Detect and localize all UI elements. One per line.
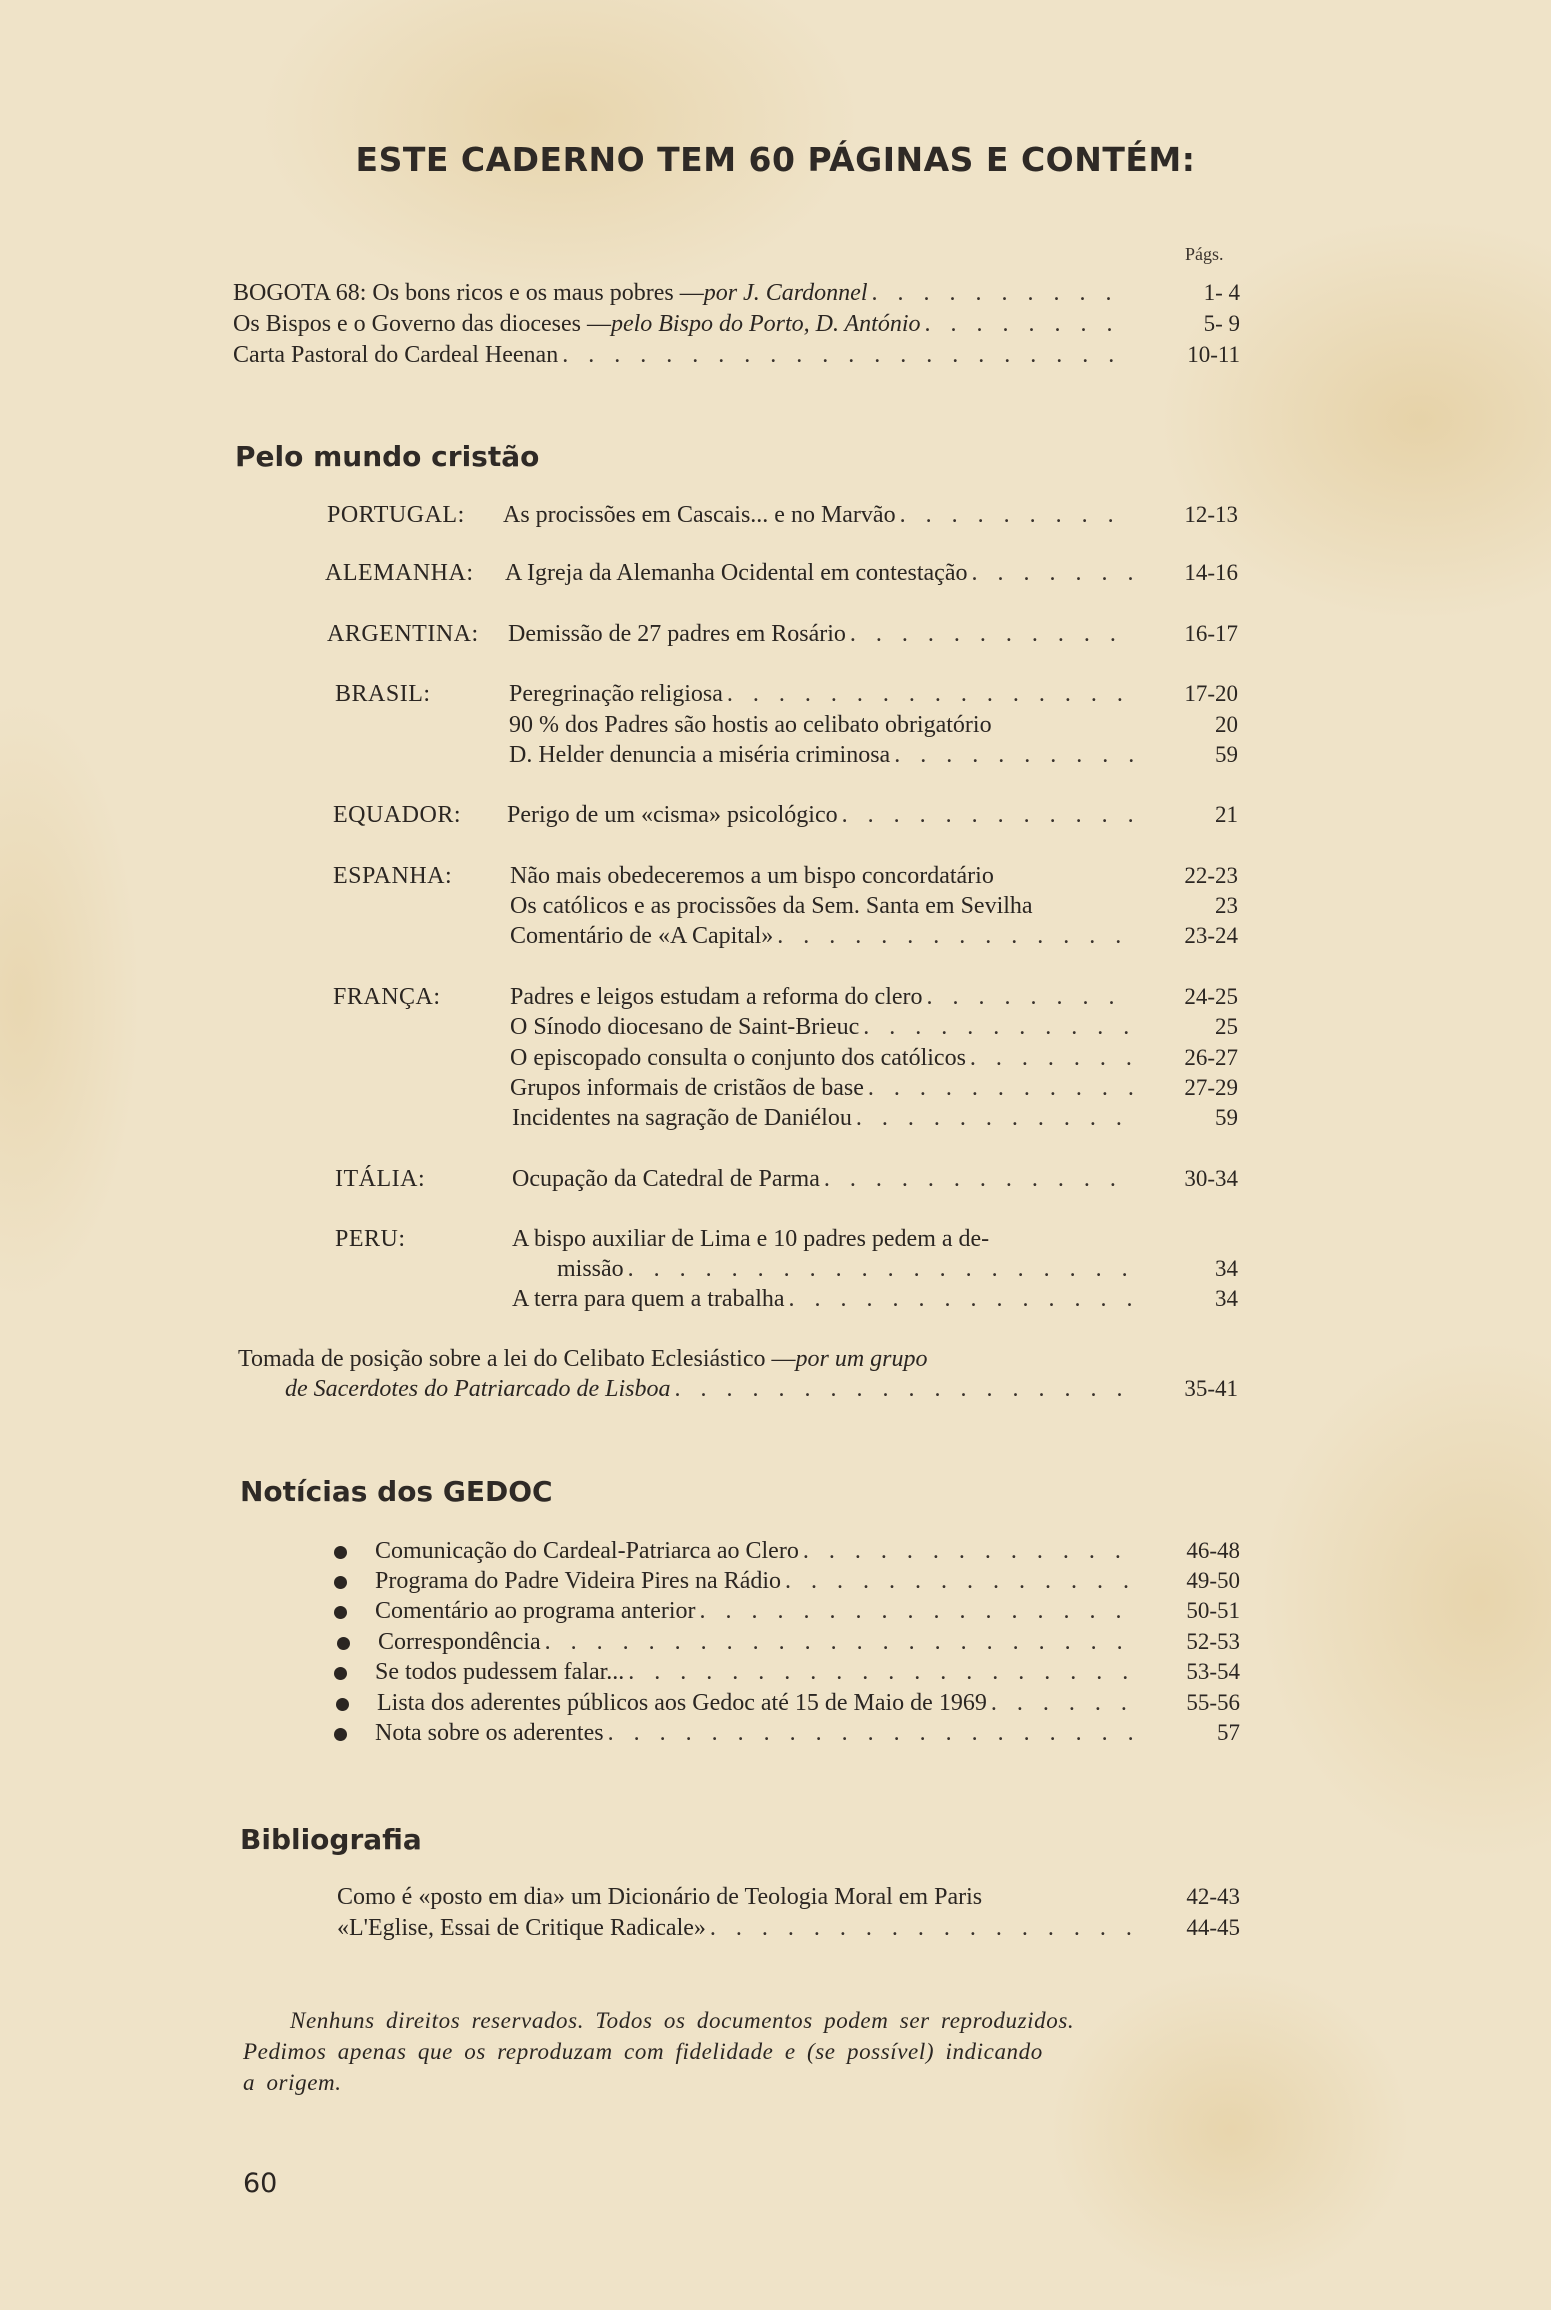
toc-entry[interactable] <box>375 1718 1135 1748</box>
toc-entry-pages: 12-13 <box>1184 502 1238 527</box>
toc-entry-tomada-line1[interactable] <box>238 1344 1133 1374</box>
toc-entry-pages: 50-51 <box>1186 1598 1240 1623</box>
toc-entry-text: Não mais obedeceremos a um bispo concordatário <box>510 863 994 889</box>
toc-entry-bogota[interactable] <box>233 278 1131 308</box>
toc-entry-text: de Sacerdotes do Patriarcado de Lisboa <box>285 1376 671 1402</box>
toc-entry-text: A Igreja da Alemanha Ocidental em contestação <box>505 560 968 586</box>
toc-entry-pages: 34 <box>1215 1256 1238 1281</box>
toc-entry-text: Padres e leigos estudam a reforma do clero <box>510 984 923 1010</box>
toc-entry-text: Grupos informais de cristãos de base <box>510 1075 864 1101</box>
pages-column-label: Págs. <box>1185 244 1224 264</box>
toc-entry-text: Nota sobre os aderentes <box>375 1720 604 1746</box>
toc-entry[interactable] <box>377 1688 1135 1718</box>
country-label-portugal: PORTUGAL: <box>327 502 465 528</box>
toc-entry-pages: 23-24 <box>1184 923 1238 948</box>
toc-entry-text: Demissão de 27 padres em Rosário <box>508 621 846 647</box>
toc-entry-tomada-line2[interactable] <box>285 1374 1133 1404</box>
country-label-franca: FRANÇA: <box>333 984 441 1010</box>
toc-entry[interactable] <box>375 1657 1135 1687</box>
toc-entry-text: D. Helder denuncia a miséria criminosa <box>509 742 891 768</box>
toc-entry-text: A terra para quem a trabalha <box>512 1286 785 1312</box>
country-label-italia: ITÁLIA: <box>335 1166 426 1192</box>
toc-entry[interactable] <box>512 1103 1133 1133</box>
toc-entry-author: pelo Bispo do Porto, D. António <box>610 311 921 337</box>
toc-entry-pages: 14-16 <box>1184 560 1238 585</box>
toc-entry-pages: 23 <box>1215 893 1238 918</box>
toc-entry[interactable] <box>375 1566 1135 1596</box>
toc-entry-text: Comentário ao programa anterior <box>375 1598 696 1624</box>
toc-entry-text: Os católicos e as procissões da Sem. Santa em Sevilha <box>510 893 1033 919</box>
country-label-argentina: ARGENTINA: <box>327 621 479 647</box>
toc-entry-text: Correspondência <box>378 1629 541 1655</box>
bullet-icon <box>334 1728 347 1741</box>
toc-entry[interactable] <box>512 1164 1133 1194</box>
toc-entry-pages: 57 <box>1217 1720 1240 1745</box>
toc-entry[interactable] <box>510 921 1133 951</box>
toc-entry-pages: 1- 4 <box>1203 280 1240 305</box>
toc-entry[interactable] <box>505 558 1133 588</box>
bullet-icon <box>334 1667 347 1680</box>
toc-entry-text: Os Bispos e o Governo das dioceses — <box>233 311 611 337</box>
toc-entry[interactable] <box>509 679 1133 709</box>
bullet-icon <box>334 1606 347 1619</box>
notice-line: Pedimos apenas que os reproduzam com fidelidade e (se possível) indicando <box>243 2039 1043 2064</box>
bullet-icon <box>334 1576 347 1589</box>
toc-entry[interactable] <box>510 1043 1133 1073</box>
toc-entry-text: Peregrinação religiosa <box>509 681 723 707</box>
toc-entry-pages: 59 <box>1215 1105 1238 1130</box>
toc-entry-pages: 27-29 <box>1184 1075 1238 1100</box>
toc-entry[interactable] <box>509 740 1133 770</box>
toc-entry-pages: 49-50 <box>1186 1568 1240 1593</box>
toc-entry-pages: 35-41 <box>1184 1376 1238 1401</box>
toc-entry[interactable] <box>507 800 1133 830</box>
toc-entry-pages: 21 <box>1215 802 1238 827</box>
bullet-icon <box>334 1546 347 1559</box>
toc-entry-text: O Sínodo diocesano de Saint-Brieuc <box>510 1014 860 1040</box>
toc-entry-author: por um grupo <box>795 1346 928 1372</box>
page-heading: ESTE CADERNO TEM 60 PÁGINAS E CONTÉM: <box>355 140 1196 179</box>
toc-entry-text: Se todos pudessem falar... <box>375 1659 625 1685</box>
country-label-brasil: BRASIL: <box>335 681 431 707</box>
section-title-bibliografia: Bibliografia <box>240 1823 422 1856</box>
toc-entry[interactable] <box>508 619 1133 649</box>
toc-entry-author: por J. Cardonnel <box>703 280 868 306</box>
country-label-peru: PERU: <box>335 1226 406 1252</box>
toc-entry-text: Carta Pastoral do Cardeal Heenan <box>233 342 559 368</box>
toc-entry-text: Perigo de um «cisma» psicológico <box>507 802 838 828</box>
toc-entry-carta[interactable] <box>233 340 1131 370</box>
toc-entry-pages: 24-25 <box>1184 984 1238 1009</box>
toc-entry[interactable] <box>510 891 1133 921</box>
toc-entry[interactable] <box>337 1913 1133 1943</box>
toc-entry-text: Incidentes na sagração de Daniélou <box>512 1105 852 1131</box>
toc-entry-pages: 55-56 <box>1186 1690 1240 1715</box>
toc-entry[interactable] <box>510 982 1133 1012</box>
toc-entry-text: Programa do Padre Videira Pires na Rádio <box>375 1568 782 1594</box>
toc-entry-pages: 30-34 <box>1184 1166 1238 1191</box>
toc-entry[interactable] <box>512 1284 1133 1314</box>
toc-entry-text: Ocupação da Catedral de Parma <box>512 1166 820 1192</box>
toc-entry-pages: 22-23 <box>1184 863 1238 888</box>
toc-entry-text: Comentário de «A Capital» <box>510 923 774 949</box>
toc-entry-text: Como é «posto em dia» um Dicionário de Teologia Moral em Paris <box>337 1884 983 1910</box>
toc-entry-pages: 42-43 <box>1186 1884 1240 1909</box>
bullet-icon <box>336 1698 349 1711</box>
toc-entry-text: O episcopado consulta o conjunto dos católicos <box>510 1045 966 1071</box>
toc-entry-pages: 52-53 <box>1186 1629 1240 1654</box>
toc-entry-text: As procissões em Cascais... e no Marvão <box>503 502 896 528</box>
toc-entry-pages: 5- 9 <box>1203 311 1240 336</box>
toc-entry-pages: 25 <box>1215 1014 1238 1039</box>
toc-entry-text: BOGOTA 68: Os bons ricos e os maus pobres — <box>233 280 704 306</box>
bullet-icon <box>337 1637 350 1650</box>
toc-entry-text: A bispo auxiliar de Lima e 10 padres pedem a de- <box>512 1226 990 1252</box>
toc-entry-text: missão <box>557 1256 624 1282</box>
country-label-espanha: ESPANHA: <box>333 863 453 889</box>
toc-entry[interactable] <box>512 1224 1133 1254</box>
toc-entry-pages: 46-48 <box>1186 1538 1240 1563</box>
toc-entry-pages: 10-11 <box>1187 342 1240 367</box>
toc-entry-bispos[interactable] <box>233 309 1131 339</box>
toc-entry-pages: 59 <box>1215 742 1238 767</box>
toc-entry-pages: 44-45 <box>1186 1915 1240 1940</box>
section-title-gedoc: Notícias dos GEDOC <box>240 1475 553 1508</box>
toc-entry[interactable] <box>378 1627 1135 1657</box>
toc-entry-pages: 53-54 <box>1186 1659 1240 1684</box>
toc-entry[interactable] <box>503 500 1133 530</box>
toc-entry-pages: 34 <box>1215 1286 1238 1311</box>
section-title-pelo-mundo: Pelo mundo cristão <box>235 440 540 473</box>
notice-line: a origem. <box>243 2070 342 2095</box>
toc-entry[interactable] <box>557 1254 1133 1284</box>
toc-entry-text: Tomada de posição sobre a lei do Celibato Eclesiástico — <box>238 1346 796 1372</box>
toc-entry[interactable] <box>375 1536 1135 1566</box>
toc-entry-pages: 16-17 <box>1184 621 1238 646</box>
toc-entry-pages: 20 <box>1215 712 1238 737</box>
toc-entry[interactable] <box>510 861 1133 891</box>
toc-entry-text: Lista dos aderentes públicos aos Gedoc até 15 de Maio de 1969 <box>377 1690 987 1716</box>
toc-entry[interactable] <box>337 1882 1133 1912</box>
toc-entry-pages: 17-20 <box>1184 681 1238 706</box>
toc-entry-text: 90 % dos Padres são hostis ao celibato obrigatório <box>509 712 992 738</box>
toc-entry-text: Comunicação do Cardeal-Patriarca ao Clero <box>375 1538 799 1564</box>
toc-entry[interactable] <box>510 1012 1133 1042</box>
toc-entry[interactable] <box>509 710 1133 740</box>
country-label-alemanha: ALEMANHA: <box>325 560 474 586</box>
page-number: 60 <box>243 2168 278 2199</box>
notice-line: Nenhuns direitos reservados. Todos os documentos podem ser reproduzidos. <box>290 2008 1075 2033</box>
toc-entry-text: «L'Eglise, Essai de Critique Radicale» <box>337 1915 706 1941</box>
toc-entry[interactable] <box>510 1073 1133 1103</box>
country-label-equador: EQUADOR: <box>333 802 461 828</box>
toc-entry-pages: 26-27 <box>1184 1045 1238 1070</box>
toc-entry[interactable] <box>375 1596 1135 1626</box>
